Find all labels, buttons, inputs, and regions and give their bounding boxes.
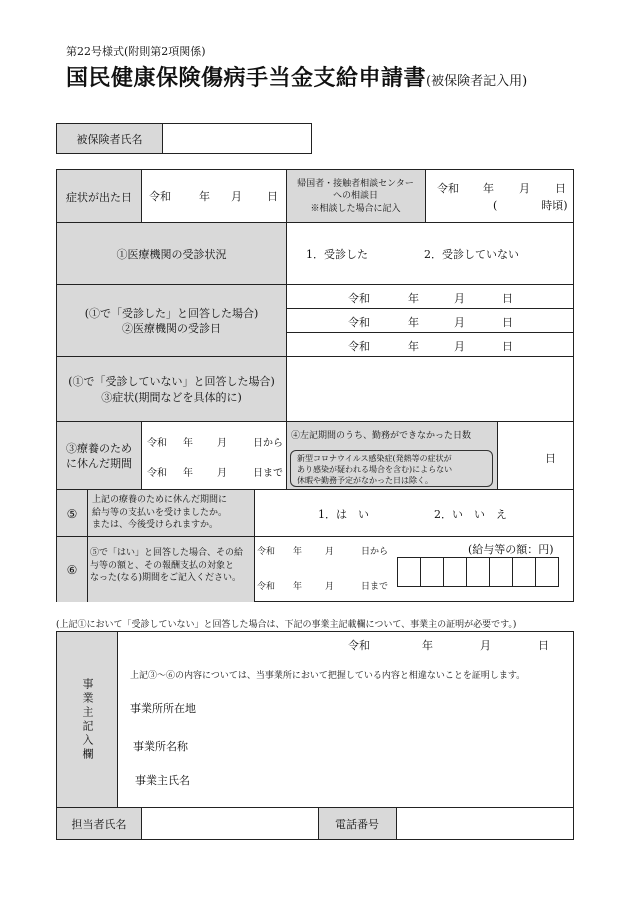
- staff-name-label: 担当者氏名: [71, 817, 127, 831]
- amount-digit-box[interactable]: [535, 557, 559, 587]
- owner-name-label: 事業主氏名: [135, 774, 190, 787]
- q4-day-unit: 日: [545, 452, 556, 465]
- q6-amount-digits[interactable]: [397, 557, 564, 587]
- q6-question: ⑤で「はい」と回答した場合、その給 与等の額と、その報酬支払の対象と なった(なる)期間をご記入ください。: [90, 548, 244, 584]
- q2-visit-date-2[interactable]: 令和 年 月 日: [348, 316, 513, 329]
- form-title-suffix: (被保険者記入用): [426, 74, 528, 89]
- insured-name-label: 被保険者氏名: [56, 123, 163, 154]
- consult-date-field[interactable]: 令和 年 月 日 ( 時頃): [437, 182, 568, 212]
- rest-period-label: ③療養のため に休んだ期間: [66, 441, 132, 470]
- rest-from-date[interactable]: 令和 年 月 日から: [147, 438, 283, 449]
- q5-number: ⑤: [66, 506, 78, 521]
- form-title: [66, 61, 527, 92]
- q4-days-field[interactable]: [498, 422, 573, 489]
- q2-visit-date-3[interactable]: 令和 年 月 日: [348, 340, 513, 353]
- q2-visit-date-1[interactable]: 令和 年 月 日: [348, 292, 513, 305]
- q5-option-yes[interactable]: 1．は い: [318, 508, 369, 521]
- consult-label: 帰国者・接触者相談センター への相談日 ※相談した場合に記入: [297, 178, 414, 214]
- amount-digit-box[interactable]: [397, 557, 421, 587]
- amount-digit-box[interactable]: [466, 557, 490, 587]
- rest-to-date[interactable]: 令和 年 月 日まで: [147, 468, 283, 479]
- q6-from-date[interactable]: 令和 年 月 日から: [257, 547, 389, 557]
- owner-name-field[interactable]: [212, 766, 568, 790]
- symptoms-date-field[interactable]: 令和 年 月 日: [149, 190, 278, 203]
- q5-question: 上記の療養のために休んだ期間に 給与等の支払いを受けましたか。 または、今後受けられますか。: [92, 495, 228, 531]
- form-number: 第22号様式(附則第2項関係): [66, 45, 206, 58]
- insured-name-field[interactable]: [162, 123, 312, 154]
- phone-field[interactable]: [397, 808, 573, 839]
- q4-note: 新型コロナウイルス感染症(発熱等の症状が あり感染が疑われる場合を含む)によらない 休暇や勤務予定がなかった日は除く。: [290, 450, 493, 487]
- q3-label: (①で「受診していない」と回答した場合) ③症状(期間などを具体的に): [68, 375, 275, 404]
- office-name-label: 事業所名称: [133, 740, 188, 753]
- amount-digit-box[interactable]: [512, 557, 536, 587]
- phone-label: 電話番号: [335, 817, 379, 831]
- q1-option-not-visited[interactable]: 2．受診していない: [424, 248, 519, 261]
- amount-digit-box[interactable]: [489, 557, 513, 587]
- amount-digit-box[interactable]: [443, 557, 467, 587]
- office-address-label: 事業所所在地: [130, 702, 196, 715]
- employer-certify-text: 上記③～⑥の内容については、当事業所において把握している内容と相違ないことを証明します。: [130, 671, 526, 681]
- q5-option-no[interactable]: 2．い い え: [434, 508, 507, 521]
- q2-label: (①で「受診した」と回答した場合) ②医療機関の受診日: [84, 306, 259, 335]
- q6-number: ⑥: [66, 562, 78, 577]
- form-title-main: 国民健康保険傷病手当金支給申請書: [66, 65, 427, 91]
- q6-to-date[interactable]: 令和 年 月 日まで: [257, 582, 389, 592]
- q3-symptoms-field[interactable]: [287, 357, 573, 421]
- q6-amount-label: (給与等の額：円): [468, 543, 554, 556]
- symptoms-label: 症状が出た日: [66, 190, 132, 204]
- employer-side-label: 事業主記入欄: [81, 677, 94, 762]
- employer-note: (上記①において「受診していない」と回答した場合は、下記の事業主記載欄について、事業主の証明が必要です。): [56, 620, 517, 630]
- q4-label: ④左記期間のうち、勤務ができなかった日数: [291, 431, 472, 441]
- q1-option-visited[interactable]: 1．受診した: [306, 248, 368, 261]
- office-name-field[interactable]: [212, 732, 568, 756]
- amount-digit-box[interactable]: [420, 557, 444, 587]
- staff-name-field[interactable]: [142, 808, 318, 839]
- office-address-field[interactable]: [212, 694, 568, 718]
- q1-label: ①医療機関の受診状況: [116, 248, 227, 261]
- employer-date-field[interactable]: 令和 年 月 日: [348, 639, 549, 652]
